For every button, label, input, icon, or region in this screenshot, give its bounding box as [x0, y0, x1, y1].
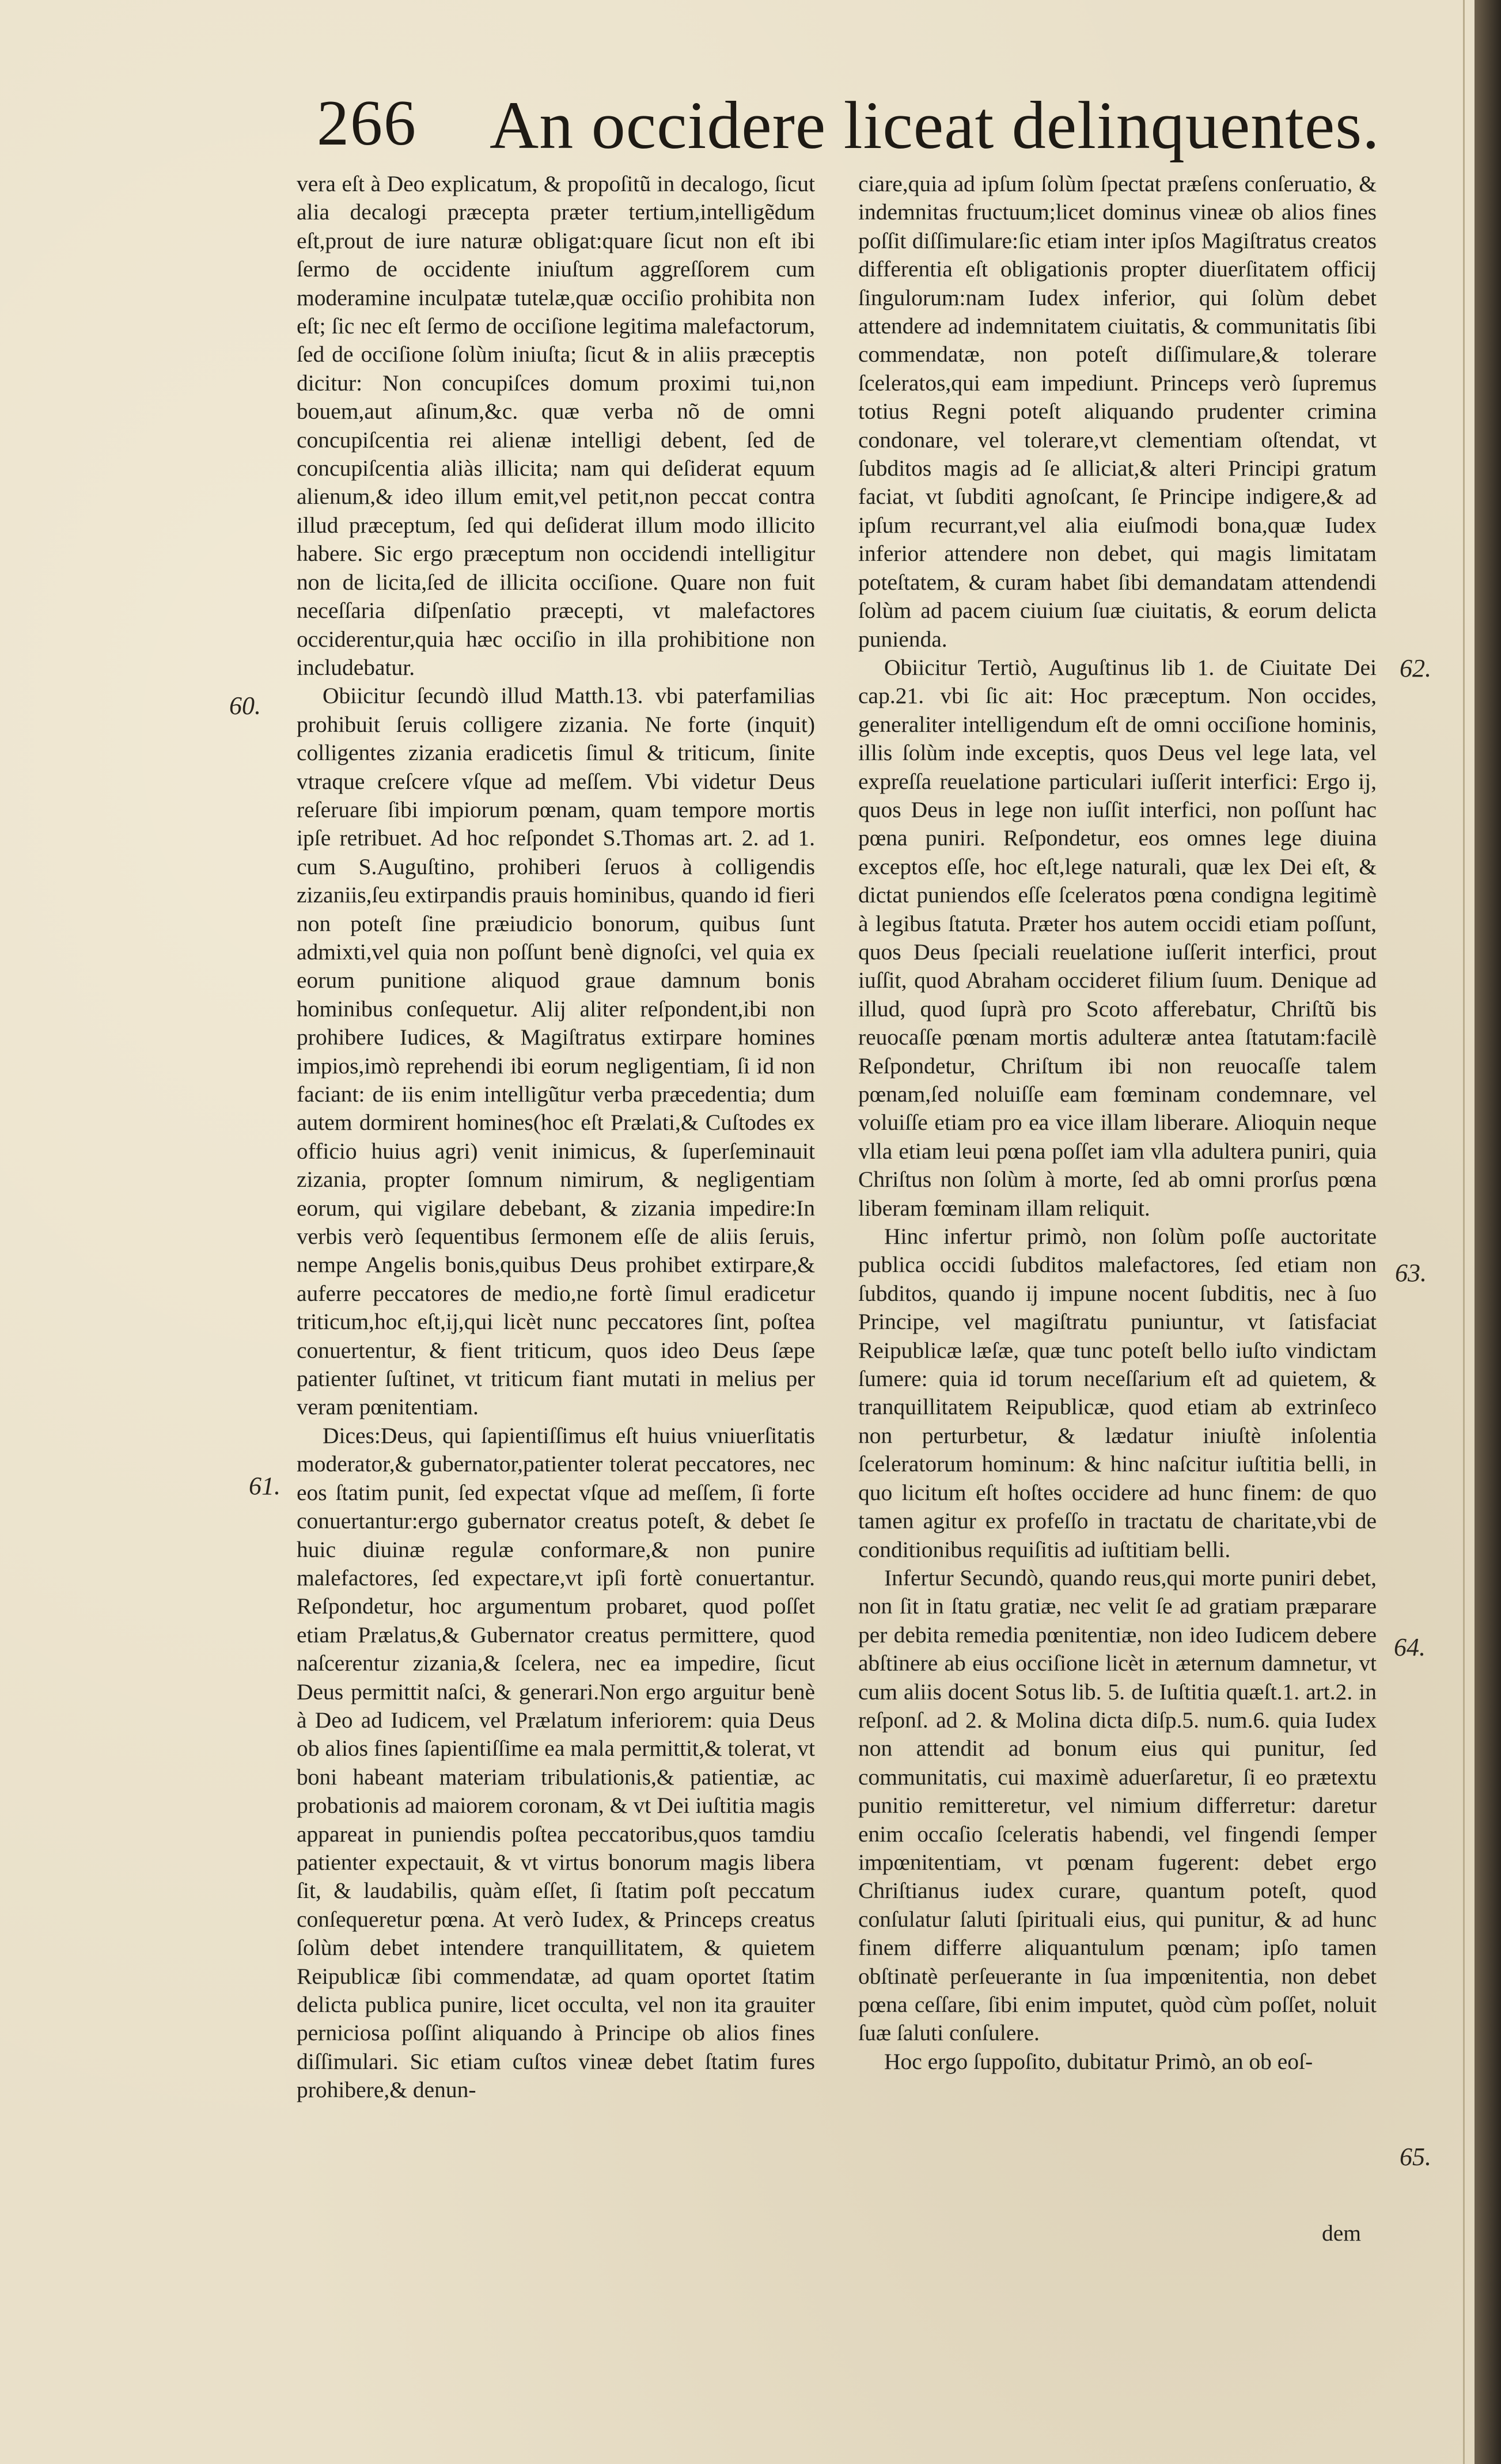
margin-number: 62. — [1400, 654, 1431, 682]
margin-number: 63. — [1395, 1259, 1427, 1287]
paragraph: Hinc infertur primò, non ſolùm poſſe auctoritate publica occidi ſubditos malefactores, ſed etiam non ſubditos, quando ij impune nocent ſubditis, nec à ſuo Principe, vel magiſtratu puniuntur, vt ſatisfaciat Reipublicæ læſæ, quæ tunc poteſt bello iuſto vindictam ſumere: quia id torum neceſſarium eſt ad quietem, & tranquillitatem Reipublicæ, quod etiam ab extrinſeco non perturbetur, & lædatur iniuſtè inſolentia ſceleratorum hominum: & hinc naſcitur iuſtitia belli, in quo licitum eſt hoſtes occidere ad hunc finem: de quo tamen agitur ex profeſſo in tractatu de charitate,vbi de conditionibus requiſitis ad iuſtitiam belli. — [858, 1224, 1377, 1562]
paragraph: vera eſt à Deo explicatum, & propoſitũ in decalogo, ſicut alia decalogi præcepta præter tertium,intelligẽdum eſt,prout de iure naturæ obligat:quare ſicut non eſt ibi ſermo de occidente iniuſtum aggreſſorem cum moderamine inculpatæ tutelæ,quæ occiſio prohibita non eſt; ſic nec eſt ſermo de occiſione legitima malefactorum, ſed de occiſione ſolùm iniuſta; ſicut & in aliis præceptis dicitur: Non concupiſces domum proximi tui,non bouem,aut aſinum,&c. quæ verba nõ de omni concupiſcentia rei alienæ intelligi debent, ſed de concupiſcentia aliàs illicita; nam qui deſiderat equum alienum,& ideo illum emit,vel petit,non peccat contra illud præceptum, ſed qui deſiderat illum modo illicito habere. Sic ergo præceptum non occidendi intelligitur non de licita,ſed de illicita occiſione. Quare non fuit neceſſaria diſpenſatio præcepti, vt malefactores occiderentur,quia hæc occiſio in illa prohibitione non includebatur. — [297, 171, 815, 680]
margin-number: 60. — [229, 692, 261, 720]
page-number: 266 — [317, 88, 417, 159]
page-edge — [1463, 0, 1465, 2464]
paragraph: Obiicitur Tertiò, Auguſtinus lib 1. de Ciuitate Dei cap.21. vbi ſic ait: Hoc præceptum. Non occides, generaliter intelligendum eſt de omni occiſione hominis, illis ſolùm inde exceptis, quos Deus vel lege lata, vel expreſſa reuelatione particulari iuſſerit interfici: Ergo ij, quos Deus in lege non iuſſit interfici, non poſſunt hac pœna puniri. Reſpondetur, eos omnes lege diuina exceptos eſſe, hoc eſt,lege naturali, quæ lex Dei eſt, & dictat puniendos eſſe ſceleratos pœna condigna legitimè à legibus ſtatuta. Præter hos autem occidi etiam poſſunt, quos Deus ſpeciali reuelatione iuſſerit interfici, prout iuſſit, quod Abraham occideret filium ſuum. Denique ad illud, quod ſuprà pro Scoto afferebatur, Chriſtũ bis reuocaſſe pœnam mortis adulteræ antea ſtatutam:facilè Reſpondetur, Chriſtum ibi non reuocaſſe talem pœnam,ſed noluiſſe eam fœminam condemnare, vel voluiſſe etiam pro ea vice illam liberare. Alioquin neque vlla etiam leui pœna poſſet iam vlla adultera puniri, quia Chriſtus non ſolùm à morte, ſed ab omni prorſus pœna liberam fœminam illam reliquit. — [858, 654, 1377, 1221]
paragraph: Obiicitur ſecundò illud Matth.13. vbi paterfamilias prohibuit ſeruis colligere zizania. Ne forte (inquit) colligentes zizania eradicetis ſimul & triticum, ſinite vtraque creſcere vſque ad meſſem. Vbi videtur Deus reſeruare ſibi impiorum pœnam, quam tempore mortis ipſe retribuet. Ad hoc reſpondet S.Thomas art. 2. ad 1. cum S.Auguſtino, prohiberi ſeruos à colligendis zizaniis,ſeu extirpandis prauis hominibus, quando id fieri non poteſt ſine præiudicio bonorum, quibus ſunt admixti,vel quia non poſſunt benè dignoſci, vel quia ex eorum punitione aliquod graue damnum bonis hominibus conſequetur. Alij aliter reſpondent,ibi non prohibere Iudices, & Magiſtratus extirpare homines impios,imò reprehendi ibi eorum negligentiam, ſi id non faciant: de iis enim intelligũtur verba præcedentia; dum autem dormirent homines(hoc eſt Prælati,& Cuſtodes ex officio huius agri) venit inimicus, & ſuperſeminauit zizania, propter ſomnum nimirum, & negligentiam eorum, qui vigilare debebant, & zizania impedire:In verbis verò ſequentibus ſermonem eſſe de aliis ſeruis, nempe Angelis bonis,quibus Deus prohibet extirpare,& auferre peccatores de medio,ne fortè ſimul eradicetur triticum,hoc eſt,ij,qui licèt nunc peccatores ſint, poſtea conuertentur, & fient triticum, quos ideo Deus ſæpe patienter ſuſtinet, vt triticum fiant mutati in melius per veram pœnitentiam. — [297, 683, 815, 1420]
margin-number: 65. — [1400, 2143, 1431, 2171]
paragraph: Hoc ergo ſuppoſito, dubitatur Primò, an ob eoſ- — [884, 2048, 1313, 2074]
margin-number: 64. — [1394, 1633, 1426, 1661]
paragraph: ciare,quia ad ipſum ſolùm ſpectat præſens conſeruatio, & indemnitas fructuum;licet dominus vineæ ob alios fines poſſit diſſimulare:ſic etiam inter ipſos Magiſtratus creatos differentia eſt obligationis propter diuerſitatem officij ſingulorum:nam Iudex inferior, qui ſolùm debet attendere ad indemnitatem ciuitatis, & communitatis ſibi commendatæ, non poteſt diſſimulare,& tolerare ſceleratos,qui eam impediunt. Princeps verò ſupremus totius Regni poteſt aliquando prudenter crimina condonare, vel tolerare,vt clementiam oſtendat, vt ſubditos magis ad ſe alliciat,& alteri Principi gratum faciat, vt ſubditi agnoſcant, ſe Principe indigere,& ad ipſum recurrant,vel alia eiuſmodi bona,quæ Iudex inferior attendere non debet, qui magis limitatam poteſtatem, & curam habet ſibi demandatam attendendi ſolùm ad pacem ciuium ſuæ ciuitatis, & eorum delicta punienda. — [858, 171, 1377, 652]
right-column — [858, 170, 1377, 2295]
paragraph: Infertur Secundò, quando reus,qui morte puniri debet, non ſit in ſtatu gratiæ, nec velit ſe ad gratiam præparare per debita remedia pœnitentiæ, non ideo Iudicem debere abſtinere ab eius occiſione licèt in æternum damnetur, vt cum aliis docent Sotus lib. 5. de Iuſtitia quæſt.1. art.2. in reſponſ. ad 2. & Molina dicta diſp.5. num.6. quia Iudex non attendit ad bonum eius qui punitur, ſed communitatis, cui maximè aduerſaretur, ſi eo prætextu punitio remitteretur, vel nimium differretur: daretur enim occaſio ſceleratis habendi, vel fingendi ſemper impœnitentiam, vt pœnam fugerent: debet ergo Chriſtianus iudex curare, quantum poteſt, quod conſulatur ſaluti ſpirituali eius, qui punitur, & ad hunc finem differre aliquantulum pœnam; ipſo tamen obſtinatè perſeuerante in ſua impœnitentia, non debet pœna ceſſare, ſibi enim imputet, quòd cùm poſſet, noluit ſuæ ſaluti conſulere. — [858, 1565, 1377, 2046]
margin-number: 61. — [249, 1472, 281, 1500]
left-column — [297, 170, 815, 2203]
running-title: An occidere liceat delinquentes. — [490, 88, 1380, 163]
book-binding-edge — [1475, 0, 1501, 2464]
page-header — [305, 86, 1400, 173]
paragraph: Dices:Deus, qui ſapientiſſimus eſt huius vniuerſitatis moderator,& gubernator,patienter tolerat peccatores, nec eos ſtatim punit, ſed expectat vſque ad meſſem, ſi forte conuertantur:ergo gubernator creatus poteſt, & debet ſe huic diuinæ regulæ conformare,& non punire malefactores, ſed expectare,vt ipſi fortè conuertantur. Reſpondetur, hoc argumentum probaret, quod poſſet etiam Prælatus,& Gubernator creatus permittere, quod naſcerentur zizania,& ſcelera, nec ea impedire, ſicut Deus permittit naſci, & generari.Non ergo arguitur benè à Deo ad Iudicem, vel Prælatum inferiorem: quia Deus ob alios fines ſapientiſſime ea mala permittit,& tolerat, vt boni habeant materiam tribulationis,& patientiæ, ac probationis ad maiorem coronam, & vt Dei iuſtitia magis appareat in puniendis poſtea peccatoribus,quos tamdiu patienter expectauit, & vt virtus bonorum magis libera ſit, & laudabilis, quàm eſſet, ſi ſtatim poſt peccatum conſequeretur pœna. At verò Iudex, & Princeps creatus ſolùm debet intendere tranquillitatem, & quietem Reipublicæ ſibi commendatæ, ad quam oportet ſtatim delicta publica punire, licet occulta, vel non ita grauiter perniciosa poſſint aliquando à Principe ob alios fines diſſimulari. Sic etiam cuſtos vineæ debet ſtatim fures prohibere,& denun- — [297, 1422, 815, 2103]
catchword: dem — [1322, 2220, 1362, 2246]
